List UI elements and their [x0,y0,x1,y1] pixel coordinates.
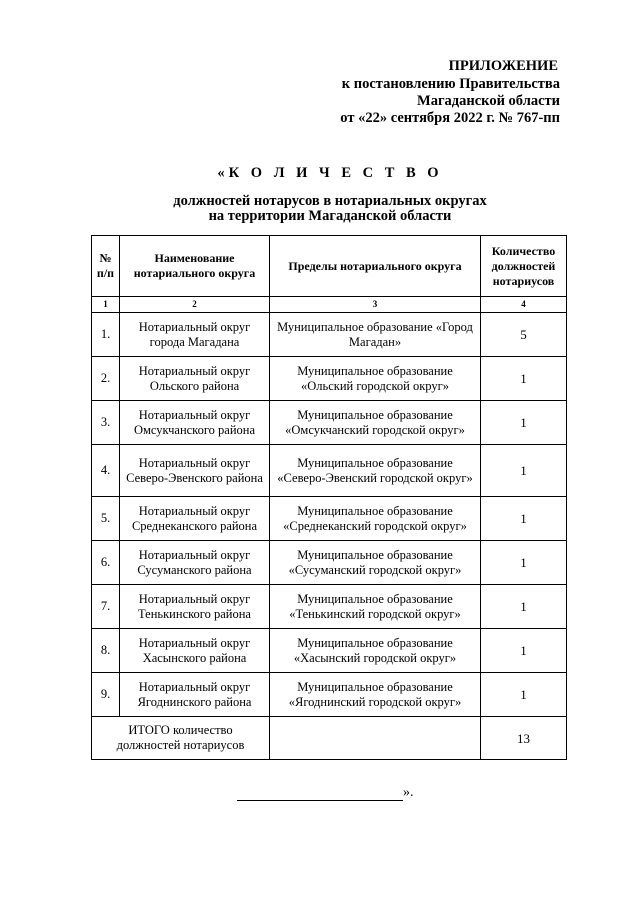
notary-table [91,235,567,760]
row-number: 2. [92,357,120,401]
total-label: ИТОГО количество должностей нотариусов [92,717,270,760]
total-row [92,717,567,760]
district-limits: Муниципальное образование «Хасынский городской округ» [270,629,481,673]
header-name: Наименование нотариального округа [120,236,270,297]
total-count: 13 [481,717,567,760]
district-limits: Муниципальное образование «Сусуманский городской округ» [270,541,481,585]
notary-count: 1 [481,357,567,401]
row-number: 3. [92,401,120,445]
row-number: 7. [92,585,120,629]
column-number: 2 [120,297,270,313]
closing-quote: ». [403,785,414,800]
district-name: Нотариальный округ Ягоднинского района [120,673,270,717]
column-number: 4 [481,297,567,313]
table-row [92,357,567,401]
closing-line [237,785,414,801]
notary-count: 1 [481,673,567,717]
header-count: Количество должностей нотариусов [481,236,567,297]
header-num: № п/п [92,236,120,297]
table-row [92,673,567,717]
title-main: «К О Л И Ч Е С Т В О [217,165,443,181]
district-name: Нотариальный округ города Магадана [120,313,270,357]
district-limits: Муниципальное образование «Ягоднинский городской округ» [270,673,481,717]
notary-count: 1 [481,585,567,629]
column-number-row [92,297,567,313]
title-sub-2: на территории Магаданской области [208,208,452,224]
row-number: 4. [92,445,120,497]
column-number: 3 [270,297,481,313]
column-number: 1 [92,297,120,313]
table-row [92,445,567,497]
appendix-header [260,58,560,127]
notary-count: 1 [481,401,567,445]
appendix-line-3: от «22» сентября 2022 г. № 767-пп [340,110,560,126]
table-row [92,401,567,445]
table-row [92,585,567,629]
row-number: 9. [92,673,120,717]
district-name: Нотариальный округ Хасынского района [120,629,270,673]
table-header-row [92,236,567,297]
row-number: 8. [92,629,120,673]
appendix-line-2: Магаданской области [417,93,560,109]
row-number: 1. [92,313,120,357]
district-name: Нотариальный округ Среднеканского района [120,497,270,541]
document-title [90,166,570,224]
district-limits: Муниципальное образование «Город Магадан» [270,313,481,357]
notary-count: 1 [481,497,567,541]
district-name: Нотариальный округ Тенькинского района [120,585,270,629]
district-limits: Муниципальное образование «Северо-Эвенский городской округ» [270,445,481,497]
table-row [92,313,567,357]
notary-count: 1 [481,445,567,497]
blank-line [237,786,403,801]
district-name: Нотариальный округ Омсукчанского района [120,401,270,445]
notary-count: 1 [481,541,567,585]
header-limits: Пределы нотариального округа [270,236,481,297]
total-empty-cell [270,717,481,760]
table-row [92,497,567,541]
district-limits: Муниципальное образование «Ольский городской округ» [270,357,481,401]
district-limits: Муниципальное образование «Среднеканский городской округ» [270,497,481,541]
title-sub-1: должностей нотарусов в нотариальных округах [173,193,487,209]
district-limits: Муниципальное образование «Омсукчанский городской округ» [270,401,481,445]
district-name: Нотариальный округ Северо-Эвенского района [120,445,270,497]
table-row [92,541,567,585]
row-number: 5. [92,497,120,541]
district-name: Нотариальный округ Ольского района [120,357,270,401]
district-limits: Муниципальное образование «Тенькинский городской округ» [270,585,481,629]
table-row [92,629,567,673]
appendix-line-1: к постановлению Правительства [341,76,560,92]
row-number: 6. [92,541,120,585]
district-name: Нотариальный округ Сусуманского района [120,541,270,585]
notary-count: 1 [481,629,567,673]
notary-count: 5 [481,313,567,357]
appendix-heading: ПРИЛОЖЕНИЕ [448,58,558,74]
